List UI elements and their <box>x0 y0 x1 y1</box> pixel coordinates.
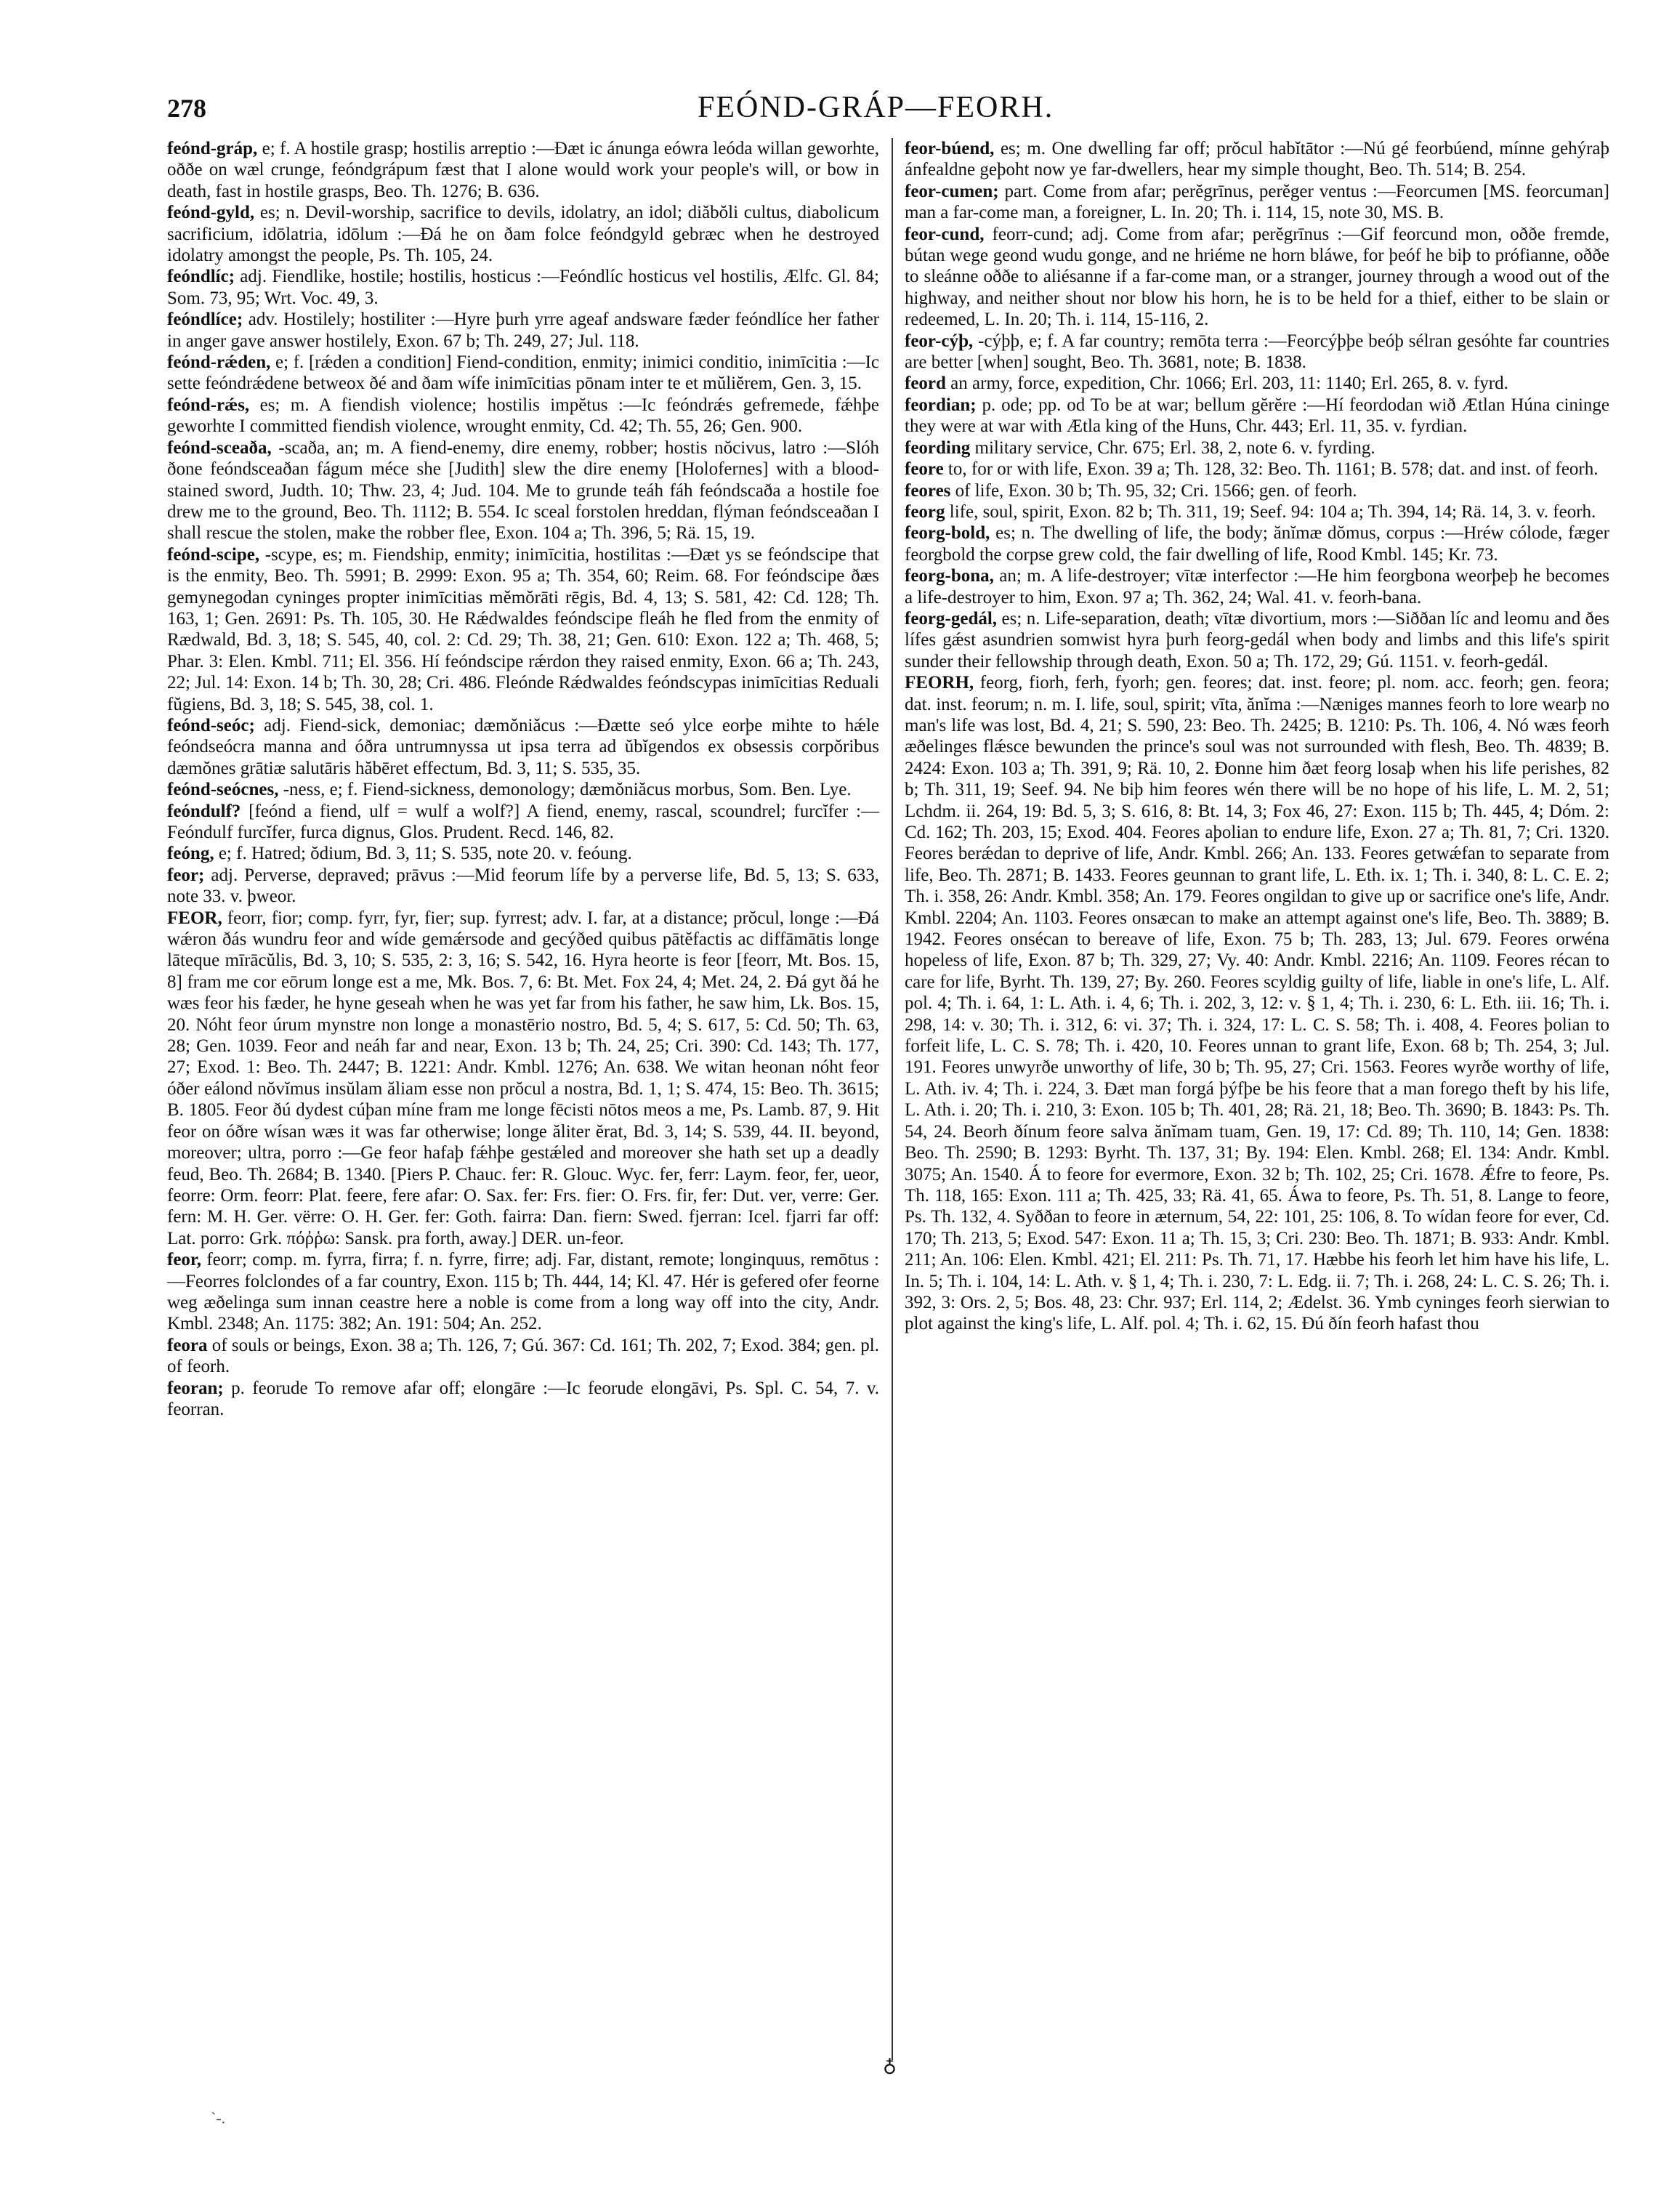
entry-definition: feorr-cund; adj. Come from afar; perĕgrīnus :—Gif feorcund mon, oððe fremde, bútan wege geond wudu gonge, and ne hriéme ne horn bláwe, for þeóf he biþ to prófianne, oððe to sleánne oððe to aliésanne if a far-come man, or a stranger, journey through a wood out of the highway, and neither shout nor blow his horn, he is to be held for a thief, either to be slain or redeemed, L. In. 20; Th. i. 114, 15-116, 2. <box>905 224 1609 330</box>
dictionary-entry <box>905 672 1609 1335</box>
dictionary-entry <box>905 331 1609 374</box>
entry-headword: feor-cund, <box>905 224 985 244</box>
dictionary-entry <box>167 843 879 864</box>
entry-definition: part. Come from afar; perĕgrīnus, perĕger ventus :—Feorcumen [MS. feorcuman] man a far-come man, a foreigner, L. In. 20; Th. i. 114, 15, note 30, MS. B. <box>905 181 1609 223</box>
dictionary-entry <box>905 608 1609 672</box>
entry-headword: feora <box>167 1335 208 1355</box>
dictionary-entry <box>905 373 1609 394</box>
entry-headword: feóndulf? <box>167 801 241 821</box>
entry-definition: p. ode; pp. od To be at war; bellum gĕrĕre :—Hí feordodan wið Ætlan Húna cininge they were at war with Ætla king of the Huns, Chr. 443; Erl. 11, 35. v. fyrdian. <box>905 395 1609 437</box>
dictionary-entry <box>167 544 879 715</box>
dictionary-entry <box>905 395 1609 437</box>
dictionary-entry <box>905 224 1609 331</box>
entry-definition: -ness, e; f. Fiend-sickness, demonology; dæmŏniăcus morbus, Som. Ben. Lye. <box>278 780 852 800</box>
entry-headword: feónd-gyld, <box>167 203 255 223</box>
divider-ornament: ♁ <box>883 2055 897 2076</box>
entry-headword: feord <box>905 374 946 394</box>
column-divider <box>892 138 893 2060</box>
dictionary-entry <box>905 501 1609 522</box>
entry-headword: feónd-scipe, <box>167 544 260 565</box>
entry-headword: feorg <box>905 501 945 522</box>
entry-headword: FEORH, <box>905 673 974 693</box>
entry-definition: e; f. Hatred; ŏdium, Bd. 3, 11; S. 535, note 20. v. feóung. <box>214 844 632 864</box>
dictionary-entry <box>905 181 1609 224</box>
dictionary-entry <box>167 202 879 266</box>
entry-definition: feorr; comp. m. fyrra, firra; f. n. fyrre, firre; adj. Far, distant, remote; longinquus, remōtus :—Feorres folclondes of a far country, Exon. 115 b; Th. 444, 14; Kl. 47. Hér is gefered ofer feorne weg æðelinga sum innan ceastre here a noble is come from a long way off into the city, Andr. Kmbl. 2348; An. 1175: 382; An. 191: 504; An. 252. <box>167 1250 879 1334</box>
dictionary-entry <box>167 138 879 202</box>
entry-definition: life, soul, spirit, Exon. 82 b; Th. 311, 19; Seef. 94: 104 a; Th. 394, 14; Rä. 14, 3. v. feorh. <box>945 501 1596 522</box>
entry-headword: feoran; <box>167 1378 224 1398</box>
entry-headword: feor-cýþ, <box>905 331 974 351</box>
entry-definition: p. feorude To remove afar off; elongāre :—Ic feorude elongāvi, Ps. Spl. C. 54, 7. v. feorran. <box>167 1378 879 1419</box>
dictionary-entry <box>905 522 1609 565</box>
entry-definition: feorr, fior; comp. fyrr, fyr, fier; sup. fyrrest; adv. I. far, at a distance; prŏcul, longe :—Ðá wǽron ðás wundru feor and wíde gemǽrsode and gecýðed quibus pātĕfactis ac diffāmātis longe lāteque mīrācŭlis, Bd. 3, 10; S. 535, 2: 3, 16; S. 542, 16. Hyra heorte is feor [feorr, Mt. Bos. 15, 8] fram me cor eōrum longe est a me, Mk. Bos. 7, 6: Bt. Met. Fox 24, 4; Met. 24, 2. Ðá gyt ðá he wæs feor his fæder, he hyne geseah when he was yet far from his father, he saw him, Lk. Bos. 15, 20. Nóht feor úrum mynstre non longe a monastērio nostro, Bd. 5, 4; S. 617, 5: Cd. 50; Th. 63, 28; Gen. 1039. Feor and neáh far and near, Exon. 13 b; Th. 24, 25; Cri. 390: Cd. 143; Th. 177, 27; Exod. 1: Beo. Th. 2447; B. 1221: Andr. Kmbl. 1276; An. 638. We witan heonan nóht feor óðer eálond nŏvĭmus insŭlam ăliam esse non prŏcul a nostra, Bd. 1, 1; S. 474, 15: Beo. Th. 3615; B. 1805. Feor ðú dydest cúþan míne fram me longe fēcisti nōtos meos a me, Ps. Lamb. 87, 9. Hit feor on óðre wísan wæs it was far otherwise; longe ăliter ĕrat, Bd. 3, 14; S. 539, 44. II. beyond, moreover; ultra, porro :—Ge feor hafaþ fǽhþe gestǽled and moreover she hath set up a deadly feud, Beo. Th. 2684; B. 1340. [Piers P. Chauc. fer: R. Glouc. Wyc. fer, ferr: Laym. feor, fer, ueor, feorre: Orm. feorr: Plat. feere, fere afar: O. Sax. fer: Frs. fier: O. Frs. fir, fer: Dut. ver, verre: Ger. fern: M. H. Ger. vërre: O. H. Ger. fer: Goth. fairra: Dan. fiern: Swed. fjerran: Icel. fjarri far off: Lat. porro: Grk. πόῤῥω: Sansk. pra forth, away.] DER. un-feor. <box>167 908 879 1248</box>
entry-headword: feónd-rǽs, <box>167 395 250 415</box>
entry-definition: -scaða, an; m. A fiend-enemy, dire enemy, robber; hostis nŏcivus, latro :—Slóh ðone feóndsceaðan fágum méce she [Judith] slew the dire enemy [Holofernes] with a blood-stained sword, Judth. 10; Thw. 23, 4; Jud. 104. Me to grunde teáh fáh feóndscaða a hostile foe drew me to the ground, Beo. Th. 1112; B. 554. Ic sceal forstolen hreddan, flýman feóndsceaðan I shall rescue the stolen, make the robber flee, Exon. 104 a; Th. 396, 5; Rä. 15, 19. <box>167 437 879 544</box>
entry-headword: feónd-seócnes, <box>167 780 279 800</box>
entry-headword: feóndlíc; <box>167 267 235 287</box>
dictionary-entry <box>905 459 1609 480</box>
dictionary-entry <box>167 395 879 437</box>
entry-definition: adv. Hostilely; hostiliter :—Hyre þurh yrre ageaf andsware fæder feóndlíce her father in anger gave answer hostilely, Exon. 67 b; Th. 249, 27; Jul. 118. <box>167 310 879 351</box>
entry-headword: feor-cumen; <box>905 181 999 201</box>
dictionary-entry <box>905 480 1609 501</box>
dictionary-entry <box>167 865 879 908</box>
left-column <box>167 138 879 1420</box>
dictionary-entry <box>167 1335 879 1378</box>
entry-headword: feording <box>905 437 971 458</box>
running-head: FEÓND-GRÁP—FEORH. <box>698 91 1054 124</box>
entry-headword: feor, <box>167 1250 201 1270</box>
entry-definition: an army, force, expedition, Chr. 1066; Erl. 203, 11: 1140; Erl. 265, 8. v. fyrd. <box>945 374 1508 394</box>
entry-definition: [feónd a fiend, ulf = wulf a wolf?] A fiend, enemy, rascal, scoundrel; furcĭfer :—Feóndulf furcĭfer, furca dignus, Glos. Prudent. Recd. 146, 82. <box>167 801 879 842</box>
entry-definition: of souls or beings, Exon. 38 a; Th. 126, 7; Gú. 367: Cd. 161; Th. 202, 7; Exod. 384; gen. pl. of feorh. <box>167 1335 879 1377</box>
entry-definition: e; f. A hostile grasp; hostilis arreptio :—Ðæt ic ánunga eówra leóda willan geworhte, oððe on wæl crunge, feóndgrápum fæst that I alone would work your people's will, or bow in death, fast in hostile grasps, Beo. Th. 1276; B. 636. <box>167 139 879 201</box>
page-number: 278 <box>167 94 206 123</box>
entry-definition: -cýþþ, e; f. A far country; remōta terra :—Feorcýþþe beóþ sélran gesóhte far countries are better [when] sought, Beo. Th. 3681, note; B. 1838. <box>905 331 1609 373</box>
entry-definition: -scype, es; m. Fiendship, enmity; inimīcitia, hostilitas :—Ðæt ys se feóndscipe that is the enmity, Beo. Th. 5991; B. 2999: Exon. 95 a; Th. 354, 60; Reim. 68. For feóndscipe ðæs gemynegodan cyninges propter inimīcitias mĕmŏrāti rēgis, Bd. 4, 13; S. 581, 42: Cd. 128; Th. 163, 1; Gen. 2691: Ps. Th. 105, 30. He Rǽdwaldes feóndscipe fleáh he fled from the enmity of Rædwald, Bd. 3, 18; S. 545, 40, col. 2: Cd. 29; Th. 38, 21; Gen. 610: Exon. 122 a; Th. 468, 5; Phar. 3: Elen. Kmbl. 711; El. 356. Hí feóndscipe rǽrdon they raised enmity, Exon. 66 a; Th. 243, 22; Jul. 14: Exon. 14 b; Th. 30, 28; Cri. 486. Fleónde Rǽdwaldes feóndscypas inimīcitias Reduali fŭgiens, Bd. 3, 18; S. 545, 38, col. 1. <box>167 544 879 714</box>
entry-definition: to, for or with life, Exon. 39 a; Th. 128, 32: Beo. Th. 1161; B. 578; dat. and inst. of feorh. <box>943 459 1599 480</box>
dictionary-entry <box>167 1378 879 1421</box>
entry-headword: feorg-bona, <box>905 566 994 586</box>
entry-headword: feordian; <box>905 395 977 415</box>
dictionary-entry <box>905 565 1609 608</box>
dictionary-entry <box>167 1249 879 1335</box>
right-column <box>905 138 1609 1335</box>
entry-definition: es; n. The dwelling of life, the body; ănĭmæ dŏmus, corpus :—Hréw cólode, fæger feorgbold the corpse grew cold, the fair dwelling of life, Rood Kmbl. 145; Kr. 73. <box>905 523 1609 565</box>
dictionary-entry <box>905 437 1609 459</box>
entry-headword: feóndlíce; <box>167 310 243 330</box>
entry-definition: military service, Chr. 675; Erl. 38, 2, note 6. v. fyrding. <box>970 437 1375 458</box>
entry-headword: feónd-seóc; <box>167 715 255 735</box>
entry-definition: es; n. Devil-worship, sacrifice to devils, idolatry, an idol; diăbŏli cultus, diabolicum sacrificium, idōlatria, idōlum :—Ðá he on ðam folce feóndgyld gebræc when he destroyed idolatry amongst the people, Ps. Th. 105, 24. <box>167 203 879 266</box>
entry-definition: adj. Perverse, depraved; prāvus :—Mid feorum lífe by a perverse life, Bd. 5, 13; S. 633, note 33. v. þweor. <box>167 865 879 907</box>
entry-definition: of life, Exon. 30 b; Th. 95, 32; Cri. 1566; gen. of feorh. <box>950 480 1357 501</box>
dictionary-entry <box>167 801 879 844</box>
dictionary-entry <box>167 266 879 309</box>
entry-headword: feore <box>905 459 944 480</box>
entry-headword: feónd-sceaða, <box>167 437 272 458</box>
entry-definition: adj. Fiend-sick, demoniac; dæmŏniăcus :—Ðætte seó ylce eorþe mihte to hǽle feóndseócra manna and óðra untrumnyssa ut ipsa terra ad ŭbĭgendos ex obsessis corpŏribus dæmŏnes grātiæ salutāris hăbēret effectum, Bd. 3, 11; S. 535, 35. <box>167 715 879 778</box>
dictionary-entry <box>167 715 879 779</box>
dictionary-entry <box>167 437 879 544</box>
stray-mark: `-. <box>211 2109 226 2127</box>
entry-headword: feor-búend, <box>905 139 995 158</box>
entry-definition: es; m. A fiendish violence; hostilis impĕtus :—Ic feóndrǽs gefremede, fǽhþe geworhte I committed fiendish violence, wrought enmity, Cd. 42; Th. 55, 26; Gen. 900. <box>167 395 879 437</box>
entry-headword: feónd-gráp, <box>167 139 258 158</box>
dictionary-entry <box>905 138 1609 181</box>
entry-definition: e; f. [rǽden a condition] Fiend-condition, enmity; inimici conditio, inimīcitia :—Ic sette feóndrǽdene betweox ðé and ðam wífe inimīcitias pōnam inter te et mŭliĕrem, Gen. 3, 15. <box>167 352 879 394</box>
entry-headword: feor; <box>167 865 205 885</box>
entry-headword: feóng, <box>167 844 214 864</box>
entry-definition: an; m. A life-destroyer; vītæ interfector :—He him feorgbona weorþeþ he becomes a life-destroyer to him, Exon. 97 a; Th. 362, 24; Wal. 41. v. feorh-bana. <box>905 566 1609 608</box>
entry-headword: feores <box>905 480 951 501</box>
dictionary-entry <box>167 352 879 395</box>
dictionary-entry <box>167 779 879 800</box>
entry-definition: feorg, fiorh, ferh, fyorh; gen. feores; dat. inst. feore; pl. nom. acc. feorh; gen. feora; dat. inst. feorum; n. m. I. life, soul, spirit; vīta, ănĭma :—Næniges mannes feorh to lore wearþ no man's life was lost, Bd. 4, 21; S. 590, 23: Beo. Th. 2425; B. 1210: Ps. Th. 106, 4. Nó wæs feorh æðelinges flǽsce bewunden the prince's soul was not surrounded with flesh, Beo. Th. 4839; B. 2424: Exon. 103 a; Th. 391, 9; Rä. 10, 2. Ðonne him ðæt feorg losaþ when his life perishes, 82 b; Th. 311, 19; Seef. 94. Ne biþ him feores wén there will be no hope of his life, L. M. 2, 51; Lchdm. ii. 264, 19: Bd. 5, 3; S. 616, 8: Bt. 14, 3; Fox 46, 27: Exon. 115 b; Th. 445, 4; Dóm. 2: Cd. 162; Th. 203, 15; Exod. 404. Feores aþolian to endure life, Exon. 27 a; Th. 81, 7; Cri. 1320. Feores berǽdan to deprive of life, Andr. Kmbl. 266; An. 133. Feores getwǽfan to separate from life, Beo. Th. 2871; B. 1433. Feores geunnan to grant life, L. Eth. ix. 1; Th. i. 340, 8: L. C. E. 2; Th. i. 358, 26: Andr. Kmbl. 358; An. 179. Feores ongildan to give up or sacrifice one's life, Andr. Kmbl. 2204; An. 1103. Feores onsæcan to make an attempt against one's life, Beo. Th. 3889; B. 1942. Feores onsécan to bereave of life, Exon. 75 b; Th. 283, 13; Jul. 679. Feores orwéna hopeless of life, Exon. 87 b; Th. 329, 27; Vy. 40: Andr. Kmbl. 2216; An. 1109. Feores récan to care for life, Byrht. Th. 139, 27; By. 260. Feores scyldig guilty of life, liable in one's life, L. Alf. pol. 4; Th. i. 64, 1: L. Ath. i. 4, 6; Th. i. 202, 3, 12: v. § 1, 4; Th. i. 230, 6: L. Eth. iii. 16; Th. i. 298, 14: v. 30; Th. i. 312, 6: vi. 37; Th. i. 324, 17: L. C. S. 58; Th. i. 408, 4. Feores þolian to forfeit life, L. C. S. 78; Th. i. 420, 10. Feores unnan to grant life, Exon. 68 b; Th. 254, 3; Jul. 191. Feores unwyrðe unworthy of life, 30 b; Th. 95, 27; Cri. 1563. Feores wyrðe worthy of life, L. Ath. iv. 4; Th. i. 224, 3. Ðæt man forgá þýfþe be his feore that a man forego theft by his life, L. Ath. i. 20; Th. i. 210, 3: Exon. 105 b; Th. 401, 28; Rä. 21, 18; Beo. Th. 3690; B. 1843: Ps. Th. 54, 24. Beorh ðínum feore salva ănĭmam tuam, Gen. 19, 17: Cd. 89; Th. 110, 14; Gen. 1838: Beo. Th. 2590; B. 1293: Byrht. Th. 137, 31; By. 194: Elen. Kmbl. 268; El. 134: Andr. Kmbl. 3075; An. 1540. Á to feore for evermore, Exon. 32 b; Th. 102, 25; Cri. 1678. Ǽfre to feore, Ps. Th. 118, 165: Exon. 111 a; Th. 425, 33; Rä. 41, 65. Áwa to feore, Ps. Th. 51, 8. Lange to feore, Ps. Th. 132, 4. Syððan to feore in æternum, 54, 22: 101, 25: 106, 8. To wídan feore for ever, Cd. 170; Th. 213, 5; Exod. 547: Exon. 11 a; Th. 15, 3; Cri. 230: Beo. Th. 1871; B. 933: Andr. Kmbl. 211; An. 106: Elen. Kmbl. 421; El. 211: Ps. Th. 71, 17. Hæbbe his feorh let him have his life, L. In. 5; Th. i. 104, 14: L. Ath. v. § 1, 4; Th. i. 230, 7: L. Edg. ii. 7; Th. i. 268, 24: L. C. S. 26; Th. i. 392, 3: Ors. 2, 5; Bos. 48, 23: Chr. 937; Erl. 114, 2; Ædelst. 36. Ymb cyninges feorh sierwian to plot against the king's life, L. Alf. pol. 4; Th. i. 62, 15. Ðú ðín feorh hafast thou <box>905 673 1609 1334</box>
entry-definition: es; n. Life-separation, death; vītæ divortium, mors :—Siððan líc and leomu and ðes lífes gǽst asundrien somwist hyra þurh feorg-gedál when body and limbs and this life's spirit sunder their fellowship through death, Exon. 50 a; Th. 172, 29; Gú. 1151. v. feorh-gedál. <box>905 608 1609 671</box>
entry-definition: adj. Fiendlike, hostile; hostilis, hosticus :—Feóndlíc hosticus vel hostilis, Ælfc. Gl. 84; Som. 73, 95; Wrt. Voc. 49, 3. <box>167 267 879 308</box>
entry-headword: feorg-gedál, <box>905 608 998 629</box>
entry-definition: es; m. One dwelling far off; prŏcul habĭtātor :—Nú gé feorbúend, mínne gehýraþ ánfealdne geþoht now ye far-dwellers, hear my simple thought, Beo. Th. 514; B. 254. <box>905 139 1609 180</box>
entry-headword: feónd-rǽden, <box>167 352 271 373</box>
entry-headword: feorg-bold, <box>905 523 990 544</box>
dictionary-entry <box>167 908 879 1250</box>
entry-headword: FEOR, <box>167 908 222 928</box>
dictionary-entry <box>167 309 879 352</box>
